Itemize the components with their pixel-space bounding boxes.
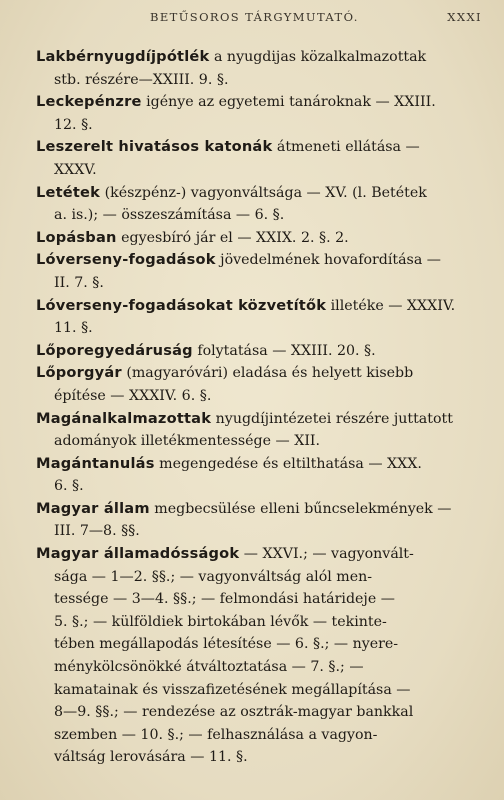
index-entry: [36, 340, 474, 363]
entry-text: jövedelmének hovafordítása —: [215, 252, 441, 269]
index-entry: [36, 91, 474, 136]
entry-continuation: XXXV.: [54, 161, 97, 178]
entry-headword: Magánalkalmazottak: [36, 409, 212, 427]
entry-text: nyugdíjintézetei részére juttatott: [211, 410, 453, 427]
entry-text: — XXVI.; — vagyonvált-: [239, 546, 414, 563]
entry-headword: Lőporegyedáruság: [36, 341, 193, 359]
entry-headword: Magyar államadósságok: [36, 545, 240, 563]
entry-headword: Magántanulás: [36, 454, 155, 472]
entry-continuation: kamatainak és visszafizetésének megállapítása —: [54, 681, 411, 698]
entry-first-line: [36, 340, 474, 363]
index-entries: [36, 46, 474, 769]
entry-text: (készpénz-) vagyonváltsága — XV. (l. Betétek: [100, 184, 427, 201]
entry-first-line: [36, 453, 474, 476]
entry-continuation: váltság lerovására — 11. §.: [54, 749, 248, 766]
entry-headword: Lóverseny-fogadások: [36, 251, 216, 269]
entry-continuation: 6. §.: [54, 478, 84, 495]
entry-text: megbecsülése elleni bűncselekmények —: [149, 500, 452, 517]
entry-continuation: szemben — 10. §.; — felhasználása a vagyon-: [54, 726, 378, 743]
running-head: [150, 10, 482, 24]
index-entry: [36, 227, 474, 250]
index-entry: [36, 362, 474, 407]
index-entry: [36, 249, 474, 294]
entry-first-line: [36, 182, 474, 205]
entry-continuation: a. is.); — összeszámítása — 6. §.: [54, 207, 285, 224]
entry-continuation: 11. §.: [54, 320, 93, 337]
entry-first-line: [36, 249, 474, 272]
index-entry: [36, 182, 474, 227]
entry-headword: Leckepénzre: [36, 93, 142, 111]
entry-text: folytatása — XXIII. 20. §.: [192, 342, 376, 359]
entry-text: megengedése és eltilthatása — XXX.: [154, 455, 422, 472]
entry-headword: Lopásban: [36, 228, 117, 246]
entry-continuation: stb. részére—XXIII. 9. §.: [54, 71, 229, 88]
entry-first-line: [36, 408, 474, 431]
index-entry: [36, 46, 474, 91]
entry-text: igénye az egyetemi tanároknak — XXIII.: [141, 94, 436, 111]
entry-first-line: [36, 227, 474, 250]
entry-text: a nyugdijas közalkalmazottak: [209, 49, 427, 65]
entry-headword: Lőporgyár: [36, 364, 122, 382]
index-entry: [36, 295, 474, 340]
entry-first-line: [36, 498, 474, 521]
index-entry: [36, 136, 474, 181]
entry-continuation: adományok illetékmentessége — XII.: [54, 433, 321, 450]
entry-first-line: [36, 543, 474, 566]
entry-first-line: [36, 46, 474, 69]
entry-headword: Magyar állam: [36, 499, 150, 517]
entry-headword: Leszerelt hivatásos katonák: [36, 138, 273, 156]
entry-continuation: építése — XXXIV. 6. §.: [54, 387, 212, 404]
entry-continuation: ménykölcsönökké átváltoztatása — 7. §.; —: [54, 659, 364, 676]
entry-first-line: [36, 136, 474, 159]
entry-continuation: tessége — 3—4. §§.; — felmondási határideje —: [54, 591, 395, 608]
entry-continuation: 5. §.; — külföldiek birtokában lévők — tekinte-: [54, 613, 387, 630]
entry-continuation: 8—9. §§.; — rendezése az osztrák-magyar bankkal: [54, 704, 414, 721]
entry-text: illetéke — XXXIV.: [326, 297, 456, 314]
entry-text: egyesbíró jár el — XXIX. 2. §. 2.: [116, 229, 349, 246]
index-entry: [36, 498, 474, 543]
entry-text: átmeneti ellátása —: [272, 139, 420, 156]
index-entry: [36, 453, 474, 498]
entry-continuation: tében megállapodás létesítése — 6. §.; — nyere-: [54, 636, 399, 653]
index-entry: [36, 408, 474, 453]
entry-headword: Lóverseny-fogadásokat közvetítők: [36, 296, 327, 314]
entry-continuation: sága — 1—2. §§.; — vagyonváltság alól men-: [54, 568, 373, 585]
entry-continuation: II. 7. §.: [54, 274, 104, 291]
running-head-title: BETŰSOROS TÁRGYMUTATÓ.: [150, 10, 359, 24]
page-number: XXXI: [447, 10, 482, 24]
entry-first-line: [36, 362, 474, 385]
entry-headword: Letétek: [36, 183, 101, 201]
entry-headword: Lakbérnyugdíjpótlék: [36, 48, 210, 65]
entry-first-line: [36, 91, 474, 114]
entry-first-line: [36, 295, 474, 318]
entry-text: (magyaróvári) eladása és helyett kisebb: [121, 365, 414, 382]
entry-continuation: III. 7—8. §§.: [54, 523, 140, 540]
index-entry: [36, 543, 474, 769]
entry-continuation: 12. §.: [54, 116, 93, 133]
